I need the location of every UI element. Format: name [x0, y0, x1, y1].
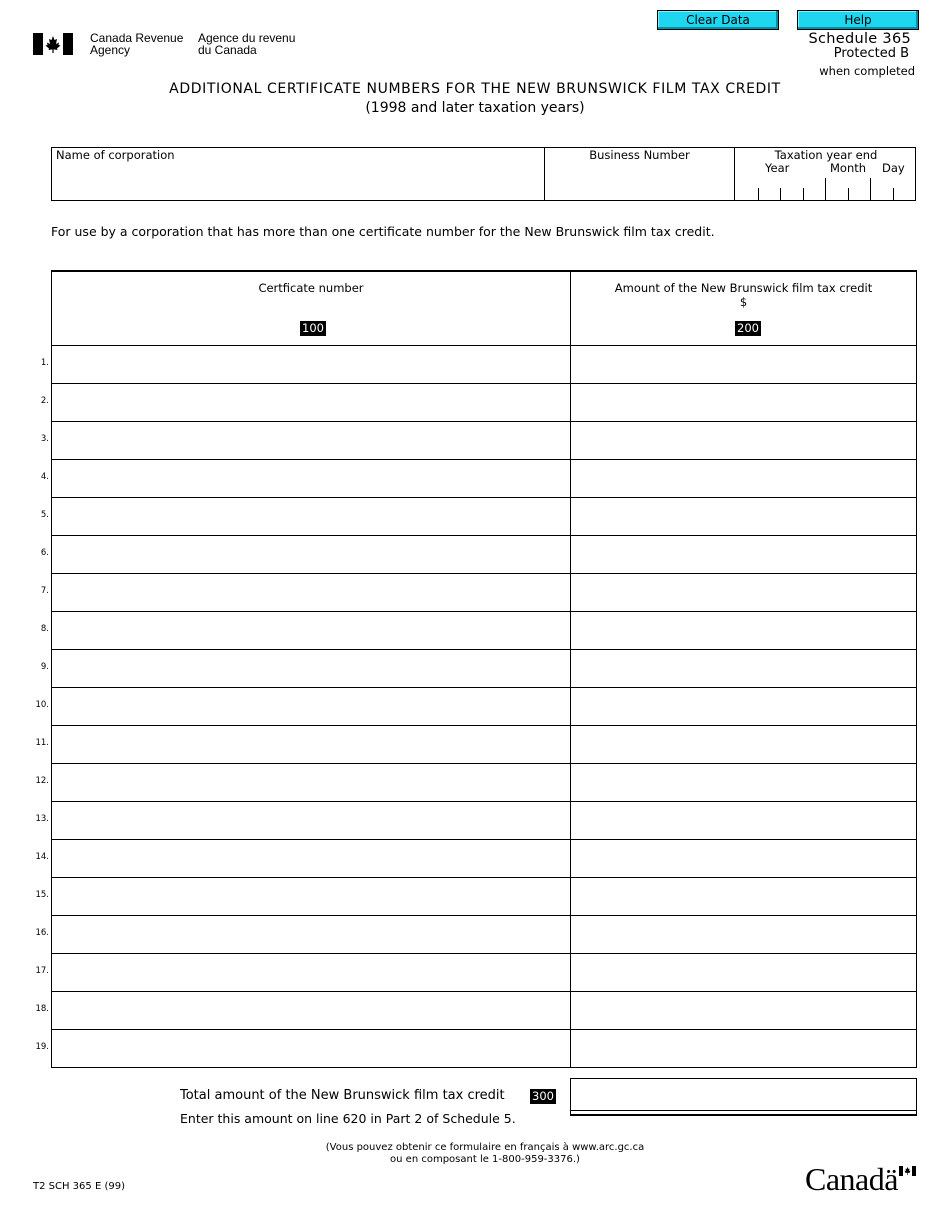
row-number: 15.	[35, 890, 49, 900]
credit-amount-input[interactable]	[574, 881, 916, 913]
agency-name-english: Canada Revenue Agency	[90, 31, 184, 57]
row-divider	[52, 497, 916, 498]
credit-amount-input[interactable]	[574, 957, 916, 989]
row-divider	[52, 953, 916, 954]
certificate-number-input[interactable]	[55, 1033, 569, 1065]
identification-box	[51, 147, 916, 201]
total-instruction: Enter this amount on line 620 in Part 2 of Schedule 5.	[180, 1111, 516, 1126]
certificate-number-input[interactable]	[55, 881, 569, 913]
corporation-name-field[interactable]	[56, 165, 544, 197]
credit-amount-input[interactable]	[574, 349, 916, 381]
credit-amount-input[interactable]	[574, 539, 916, 571]
certificate-number-input[interactable]	[55, 767, 569, 799]
row-number: 12.	[35, 776, 49, 786]
schedule-number: Schedule 365	[808, 31, 911, 47]
row-number: 14.	[35, 852, 49, 862]
row-divider	[52, 1029, 916, 1030]
intro-text: For use by a corporation that has more than one certificate number for the New Brunswick film tax credit.	[51, 224, 715, 239]
canada-flag-icon	[33, 33, 73, 55]
credit-amount-input[interactable]	[574, 843, 916, 875]
row-divider	[52, 687, 916, 688]
protected-label: Protected B	[833, 46, 909, 61]
row-divider	[52, 459, 916, 460]
row-divider	[52, 991, 916, 992]
certificate-number-input[interactable]	[55, 463, 569, 495]
row-number: 6.	[40, 548, 49, 558]
certificate-number-input[interactable]	[55, 919, 569, 951]
row-number: 11.	[35, 738, 49, 748]
clear-data-button[interactable]: Clear Data	[657, 10, 779, 30]
credit-amount-input[interactable]	[574, 995, 916, 1027]
certificate-number-input[interactable]	[55, 805, 569, 837]
row-number: 10.	[35, 700, 49, 710]
month-label: Month	[830, 161, 867, 175]
row-divider	[52, 535, 916, 536]
certificate-number-input[interactable]	[55, 539, 569, 571]
certificate-table	[51, 270, 917, 1068]
credit-amount-input[interactable]	[574, 577, 916, 609]
row-divider	[52, 421, 916, 422]
row-number: 2.	[40, 396, 49, 406]
corporation-name-label: Name of corporation	[56, 148, 175, 162]
credit-amount-input[interactable]	[574, 805, 916, 837]
certificate-number-input[interactable]	[55, 995, 569, 1027]
certificate-number-input[interactable]	[55, 577, 569, 609]
row-number: 17.	[35, 966, 49, 976]
agency-name-french: Agence du revenu du Canada	[198, 31, 296, 57]
form-identifier: T2 SCH 365 E (99)	[33, 1181, 125, 1192]
total-amount-field[interactable]	[573, 1081, 915, 1109]
year-label: Year	[765, 161, 790, 175]
credit-amount-input[interactable]	[574, 729, 916, 761]
certificate-number-input[interactable]	[55, 843, 569, 875]
credit-amount-input[interactable]	[574, 767, 916, 799]
column-divider	[570, 272, 571, 1068]
row-number: 13.	[35, 814, 49, 824]
business-number-label: Business Number	[589, 148, 690, 162]
certificate-number-header: Certficate number	[258, 281, 364, 295]
credit-amount-input[interactable]	[574, 463, 916, 495]
when-completed-label: when completed	[819, 64, 915, 78]
credit-amount-input[interactable]	[574, 919, 916, 951]
row-divider	[52, 763, 916, 764]
row-divider	[52, 839, 916, 840]
certificate-number-input[interactable]	[55, 957, 569, 989]
row-number: 1.	[40, 358, 49, 368]
row-divider	[52, 573, 916, 574]
row-divider	[52, 801, 916, 802]
row-number: 3.	[40, 434, 49, 444]
dollar-sign: $	[739, 295, 748, 309]
wordmark-flag-icon	[899, 1166, 916, 1176]
row-divider	[52, 611, 916, 612]
taxation-year-end-label: Taxation year end	[774, 148, 878, 162]
line-code-200: 200	[737, 321, 759, 335]
french-availability-line2: ou en composant le 1-800-959-3376.)	[390, 1154, 580, 1165]
day-label: Day	[882, 161, 905, 175]
row-number: 5.	[40, 510, 49, 520]
total-amount-box	[570, 1078, 917, 1116]
credit-amount-input[interactable]	[574, 501, 916, 533]
credit-amount-input[interactable]	[574, 1033, 916, 1065]
certificate-number-input[interactable]	[55, 615, 569, 647]
credit-amount-input[interactable]	[574, 387, 916, 419]
row-number: 9.	[40, 662, 49, 672]
business-number-field[interactable]	[548, 165, 734, 197]
row-number: 19.	[35, 1042, 49, 1052]
row-divider	[52, 649, 916, 650]
french-availability-line1: (Vous pouvez obtenir ce formulaire en français à www.arc.gc.ca	[325, 1142, 645, 1153]
row-divider	[52, 725, 916, 726]
credit-amount-input[interactable]	[574, 653, 916, 685]
header-divider	[52, 345, 916, 346]
certificate-number-input[interactable]	[55, 691, 569, 723]
certificate-number-input[interactable]	[55, 729, 569, 761]
row-number: 18.	[35, 1004, 49, 1014]
certificate-number-input[interactable]	[55, 653, 569, 685]
credit-amount-header: Amount of the New Brunswick film tax credit	[614, 281, 873, 295]
credit-amount-input[interactable]	[574, 615, 916, 647]
row-divider	[52, 383, 916, 384]
row-number: 16.	[35, 928, 49, 938]
row-divider	[52, 915, 916, 916]
row-divider	[52, 877, 916, 878]
total-label: Total amount of the New Brunswick film tax credit	[180, 1088, 505, 1103]
canada-wordmark: Canadä	[805, 1161, 898, 1197]
certificate-number-input[interactable]	[55, 387, 569, 419]
form-subtitle: (1998 and later taxation years)	[365, 100, 585, 116]
credit-amount-input[interactable]	[574, 425, 916, 457]
credit-amount-input[interactable]	[574, 691, 916, 723]
certificate-number-input[interactable]	[55, 425, 569, 457]
line-code-100: 100	[302, 321, 324, 335]
row-number: 8.	[40, 624, 49, 634]
row-number: 4.	[40, 472, 49, 482]
certificate-number-input[interactable]	[55, 501, 569, 533]
line-code-300: 300	[532, 1089, 554, 1103]
certificate-number-input[interactable]	[55, 349, 569, 381]
form-title: ADDITIONAL CERTIFICATE NUMBERS FOR THE NEW BRUNSWICK FILM TAX CREDIT	[169, 81, 781, 97]
help-button[interactable]: Help	[797, 10, 919, 30]
row-number: 7.	[40, 586, 49, 596]
